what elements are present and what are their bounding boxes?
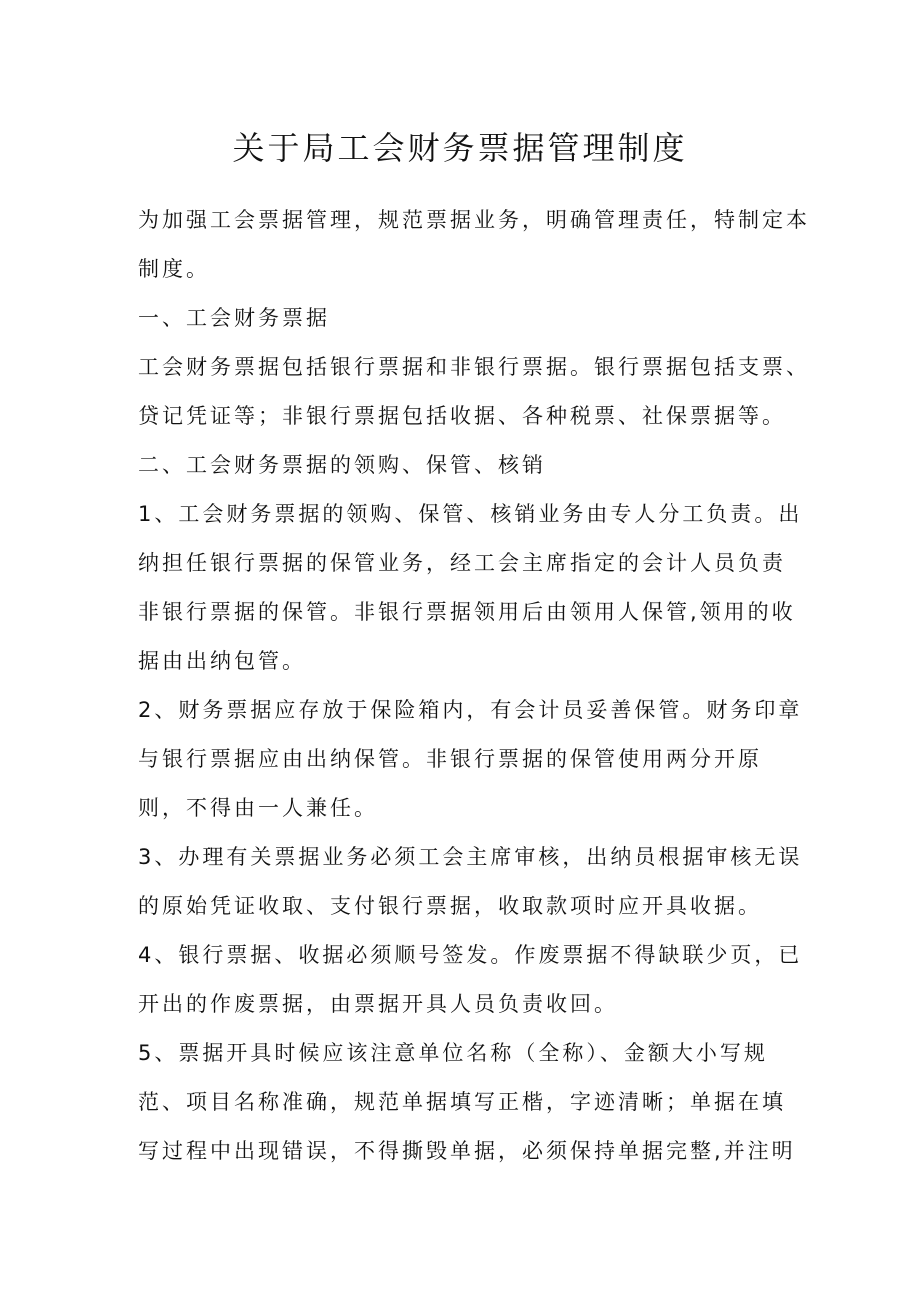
body-line: 开出的作废票据，由票据开具人员负责收回。 bbox=[138, 992, 618, 1016]
body-line: 纳担任银行票据的保管业务，经工会主席指定的会计人员负责 bbox=[138, 551, 786, 575]
body-line: 2、财务票据应存放于保险箱内，有会计员妥善保管。财务印章 bbox=[138, 698, 803, 722]
body-line: 与银行票据应由出纳保管。非银行票据的保管使用两分开原 bbox=[138, 747, 762, 771]
document-title: 关于局工会财务票据管理制度 bbox=[232, 129, 688, 167]
body-line: 为加强工会票据管理，规范票据业务，明确管理责任，特制定本 bbox=[138, 208, 810, 232]
body-line: 写过程中出现错误，不得撕毁单据，必须保持单据完整,并注明 bbox=[138, 1139, 796, 1163]
body-line: 3、办理有关票据业务必须工会主席审核，出纳员根据审核无误 bbox=[138, 845, 803, 869]
body-line: 的原始凭证收取、支付银行票据，收取款项时应开具收据。 bbox=[138, 894, 762, 918]
body-line: 1、工会财务票据的领购、保管、核销业务由专人分工负责。出 bbox=[138, 502, 803, 526]
body-line: 则，不得由一人兼任。 bbox=[138, 796, 378, 820]
section-heading: 二、工会财务票据的领购、保管、核销 bbox=[138, 453, 546, 477]
body-line: 4、银行票据、收据必须顺号签发。作废票据不得缺联少页，已 bbox=[138, 943, 803, 967]
body-line: 非银行票据的保管。非银行票据领用后由领用人保管,领用的收 bbox=[138, 600, 796, 624]
body-line: 范、项目名称准确，规范单据填写正楷，字迹清晰；单据在填 bbox=[138, 1090, 786, 1114]
body-line: 制度。 bbox=[138, 257, 210, 281]
section-heading: 一、工会财务票据 bbox=[138, 306, 330, 330]
body-line: 5、票据开具时候应该注意单位名称（全称）、金额大小写规 bbox=[138, 1041, 768, 1065]
body-line: 贷记凭证等；非银行票据包括收据、各种税票、社保票据等。 bbox=[138, 404, 786, 428]
body-line: 工会财务票据包括银行票据和非银行票据。银行票据包括支票、 bbox=[138, 355, 810, 379]
body-line: 据由出纳包管。 bbox=[138, 649, 306, 673]
